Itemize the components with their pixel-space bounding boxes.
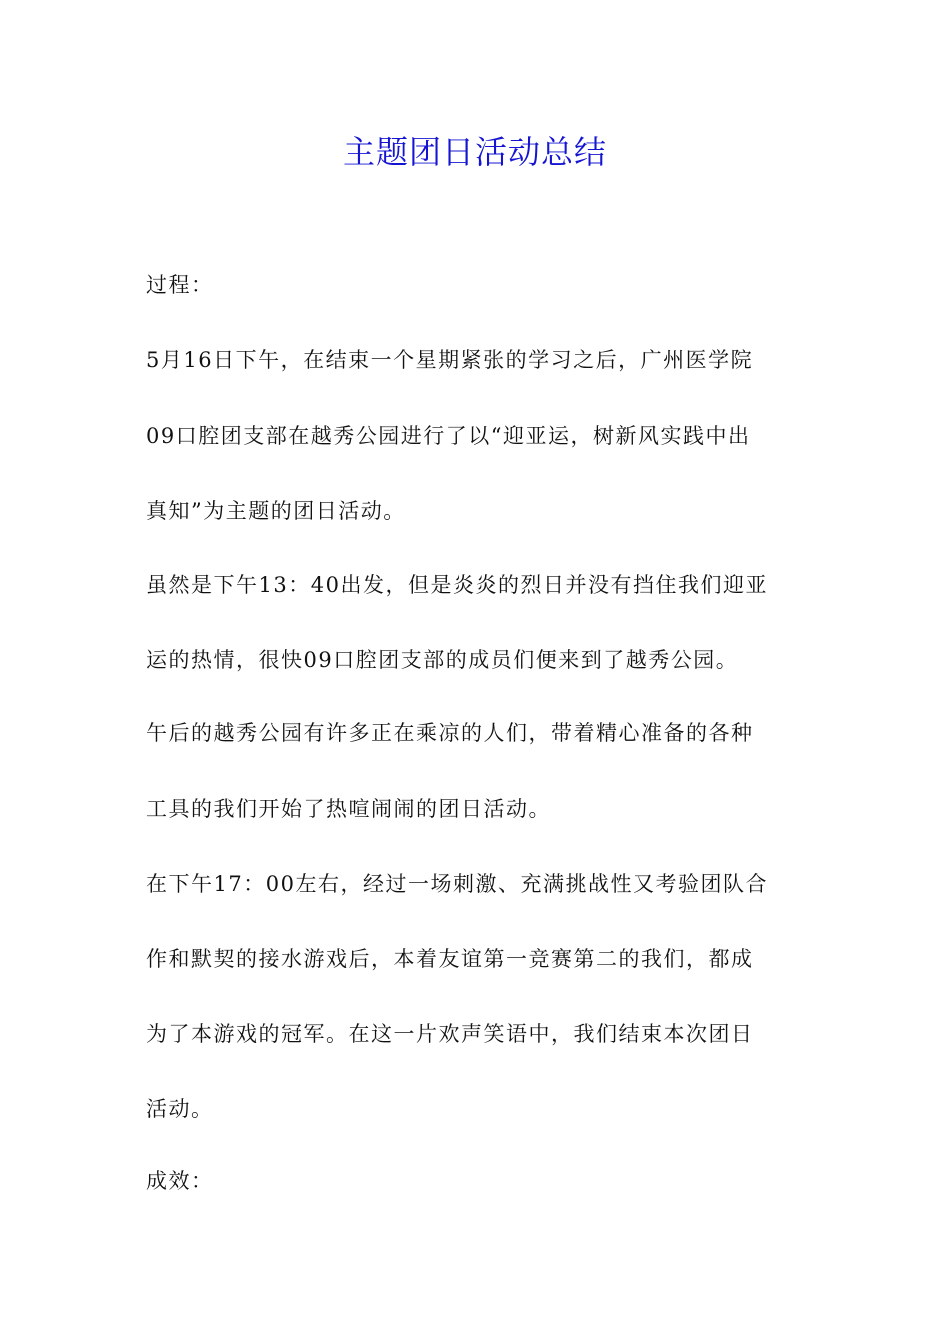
- paragraph-line: 在下午17：00左右，经过一场刺激、充满挑战性又考验团队合: [146, 872, 768, 896]
- paragraph-line: 活动。: [146, 1097, 214, 1121]
- paragraph-line: 作和默契的接水游戏后，本着友谊第一竞赛第二的我们，都成: [146, 947, 754, 971]
- paragraph-line: 虽然是下午13：40出发，但是炎炎的烈日并没有挡住我们迎亚: [146, 573, 768, 597]
- paragraph-line: 运的热情，很快09口腔团支部的成员们便来到了越秀公园。: [146, 648, 739, 672]
- paragraph-line: 为了本游戏的冠军。在这一片欢声笑语中，我们结束本次团日: [146, 1022, 754, 1046]
- paragraph-line: 09口腔团支部在越秀公园进行了以“迎亚运，树新风实践中出: [146, 424, 751, 448]
- paragraph-line: 午后的越秀公园有许多正在乘凉的人们，带着精心准备的各种: [146, 721, 754, 745]
- section-heading-process: 过程：: [146, 273, 214, 297]
- section-heading-results: 成效：: [146, 1169, 214, 1193]
- paragraph-line: 工具的我们开始了热喧闹闹的团日活动。: [146, 797, 551, 821]
- paragraph-line: 真知”为主题的团日活动。: [146, 499, 406, 523]
- paragraph-line: 5月16日下午，在结束一个星期紧张的学习之后，广州医学院: [146, 348, 754, 372]
- document-title: 主题团日活动总结: [342, 133, 607, 171]
